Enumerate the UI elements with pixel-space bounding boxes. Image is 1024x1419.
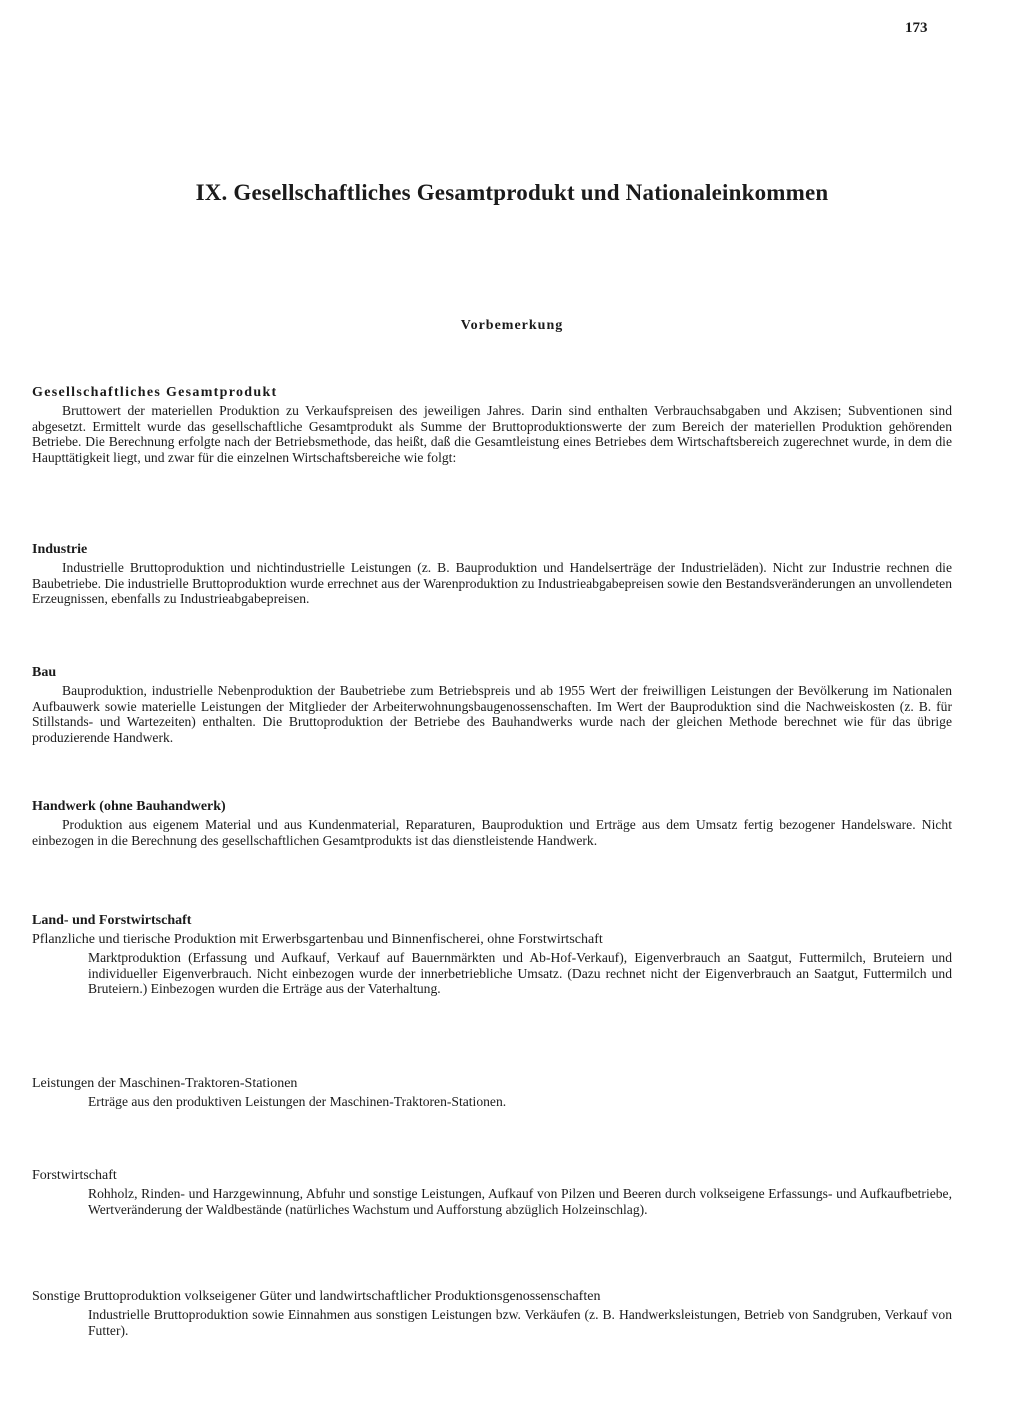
section-text: Industrielle Bruttoproduktion sowie Einnahmen aus sonstigen Leistungen bzw. Verkäufen (z. B. Handwerksleistungen, Betrieb von Sandgruben, Verkauf von Futter).: [88, 1307, 952, 1338]
preface-heading: Vorbemerkung: [460, 318, 564, 333]
section-text: Rohholz, Rinden- und Harzgewinnung, Abfuhr und sonstige Leistungen, Aufkauf von Pilzen und Beeren durch volkseigene Erfassungs- und Aufkaufbetriebe, Wertveränderung der Waldbestände (natürliches Wachstum und Aufforstung abzüglich Holzeinschlag).: [88, 1186, 952, 1217]
sub-heading: Leistungen der Maschinen-Traktoren-Stationen: [32, 1076, 298, 1091]
chapter-title: IX. Gesellschaftliches Gesamtprodukt und Nationaleinkommen: [195, 180, 829, 205]
section-text: Produktion aus eigenem Material und aus Kundenmaterial, Reparaturen, Bauproduktion und Erträge aus dem Umsatz fertig bezogener Handelsware. Nicht einbezogen in die Berechnung des gesellschaftlichen Gesamtprodukts ist das dienstleistende Handwerk.: [32, 817, 952, 848]
sub-heading: Forstwirtschaft: [32, 1168, 117, 1183]
section-heading: Industrie: [32, 542, 88, 557]
page-number: 173: [905, 20, 928, 36]
section-mts: [32, 1075, 952, 1110]
section-gesamtprodukt: [32, 384, 952, 465]
section-heading: Gesellschaftliches Gesamtprodukt: [32, 385, 278, 400]
section-text: Bauproduktion, industrielle Nebenproduktion der Baubetriebe zum Betriebspreis und ab 1955 Wert der freiwilligen Leistungen der Bevölkerung im Nationalen Aufbauwerk sowie materielle Leistungen der Mitglieder der Arbeiterwohnungsbaugenossenschaften. Im Wert der Bauproduktion sind die Nachweiskosten (z. B. für Stillstands- und Wartezeiten) enthalten. Die Bruttoproduktion der Betriebe des Bauhandwerks wurde nach der gleichen Methode berechnet wie für das übrige produzierende Handwerk.: [32, 683, 952, 745]
section-text: Marktproduktion (Erfassung und Aufkauf, Verkauf auf Bauernmärkten und Ab-Hof-Verkauf), Eigenverbrauch an Saatgut, Futtermilch, Bruteiern und individueller Eigenverbrauch. Nicht einbezogen wurde der innerbetriebliche Umsatz. (Dazu rechnet nicht der Eigenverbrauch an Saatgut, Futtermilch und Bruteiern.) Einbezogen wurden die Erträge aus der Vaterhaltung.: [88, 950, 952, 996]
sub-heading: Sonstige Bruttoproduktion volkseigener Güter und landwirtschaftlicher Produktionsgenossenschaften: [32, 1289, 601, 1304]
section-forst: [32, 1167, 952, 1217]
section-bau: [32, 664, 952, 745]
section-heading: Handwerk (ohne Bauhandwerk): [32, 799, 226, 814]
section-handwerk: [32, 798, 952, 848]
section-sonstige: [32, 1288, 952, 1338]
section-text: Erträge aus den produktiven Leistungen der Maschinen-Traktoren-Stationen.: [88, 1094, 507, 1109]
sub-heading: Pflanzliche und tierische Produktion mit Erwerbsgartenbau und Binnenfischerei, ohne Forstwirtschaft: [32, 932, 603, 947]
section-industrie: [32, 541, 952, 607]
section-landwirtschaft: [32, 912, 952, 997]
section-heading: Land- und Forstwirtschaft: [32, 913, 192, 928]
section-text: Industrielle Bruttoproduktion und nichtindustrielle Leistungen (z. B. Bauproduktion und Handelserträge der Industrieläden). Nicht zur Industrie rechnen die Baubetriebe. Die industrielle Bruttoproduktion wurde errechnet aus der Warenproduktion zu Industrieabgabepreisen sowie den Bestandsveränderungen an unvollendeten Erzeugnissen, ebenfalls zu Industrieabgabepreisen.: [32, 560, 952, 606]
section-text: Bruttowert der materiellen Produktion zu Verkaufspreisen des jeweiligen Jahres. Darin sind enthalten Verbrauchsabgaben und Akzisen; Subventionen sind abgesetzt. Ermittelt wurde das gesellschaftliche Gesamtprodukt als Summe der Bruttoproduktionswerte der zum Bereich der materiellen Produktion gehörenden Betriebe. Die Berechnung erfolgte nach der Betriebsmethode, das heißt, daß die Gesamtleistung eines Betriebes dem Wirtschaftsbereich zugerechnet wurde, in dem die Haupttätigkeit liegt, und zwar für die einzelnen Wirtschaftsbereiche wie folgt:: [32, 403, 952, 465]
section-heading: Bau: [32, 665, 57, 680]
